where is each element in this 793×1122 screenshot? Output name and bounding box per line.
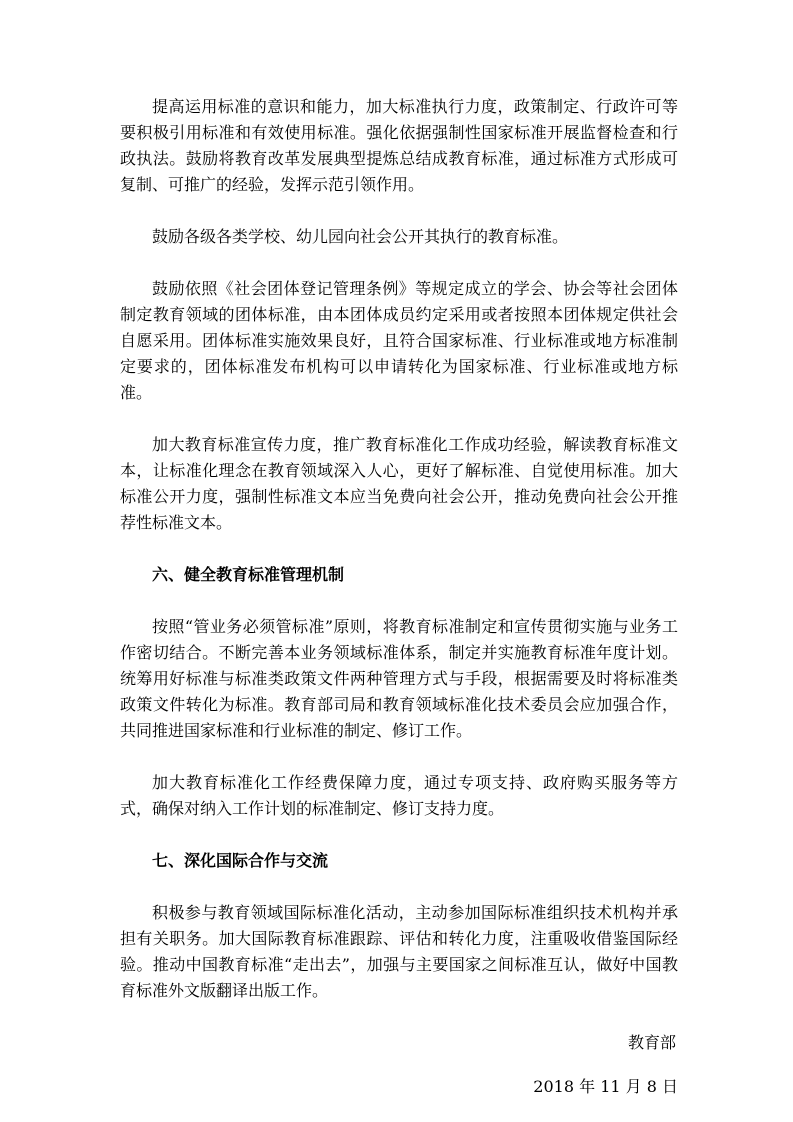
paragraph: 按照“管业务必须管标准”原则，将教育标准制定和宣传贯彻实施与业务工作密切结合。不断完善本业务领域标准体系，制定并实施教育标准年度计划。统筹用好标准与标准类政策文件两种管理方式与手段，根据需要及时将标准类政策文件转化为标准。教育部司局和教育领域标准化技术委员会应加强合作，共同推进国家标准和行业标准的制定、修订工作。 — [120, 617, 678, 740]
issue-date: 2018 年 11 月 8 日 — [533, 1077, 678, 1096]
paragraph: 加大教育标准宣传力度，推广教育标准化工作成功经验，解读教育标准文本，让标准化理念在教育领域深入人心，更好了解标准、自觉使用标准。加大标准公开力度，强制性标准文本应当免费向社会公开，推动免费向社会公开推荐性标准文本。 — [120, 435, 678, 532]
paragraph: 提高运用标准的意识和能力，加大标准执行力度，政策制定、行政许可等要积极引用标准和有效使用标准。强化依据强制性国家标准开展监督检查和行政执法。鼓励将教育改革发展典型提炼总结成教育标准，通过标准方式形成可复制、可推广的经验，发挥示范引领作用。 — [120, 97, 678, 194]
section-heading-7: 七、深化国际合作与交流 — [152, 851, 329, 870]
section-heading-6: 六、健全教育标准管理机制 — [152, 565, 345, 584]
paragraph: 鼓励各级各类学校、幼儿园向社会公开其执行的教育标准。 — [152, 227, 569, 246]
paragraph: 鼓励依照《社会团体登记管理条例》等规定成立的学会、协会等社会团体制定教育领域的团体标准，由本团体成员约定采用或者按照本团体规定供社会自愿采用。团体标准实施效果良好，且符合国家标准、行业标准或地方标准制定要求的，团体标准发布机构可以申请转化为国家标准、行业标准或地方标准。 — [120, 279, 678, 402]
paragraph: 积极参与教育领域国际标准化活动，主动参加国际标准组织技术机构并承担有关职务。加大国际教育标准跟踪、评估和转化力度，注重吸收借鉴国际经验。推动中国教育标准“走出去”，加强与主要国家之间标准互认，做好中国教育标准外文版翻译出版工作。 — [120, 903, 678, 1000]
paragraph: 加大教育标准化工作经费保障力度，通过专项支持、政府购买服务等方式，确保对纳入工作计划的标准制定、修订支持力度。 — [120, 773, 678, 818]
issuer-signature: 教育部 — [627, 1033, 676, 1052]
document-body — [120, 94, 678, 1100]
